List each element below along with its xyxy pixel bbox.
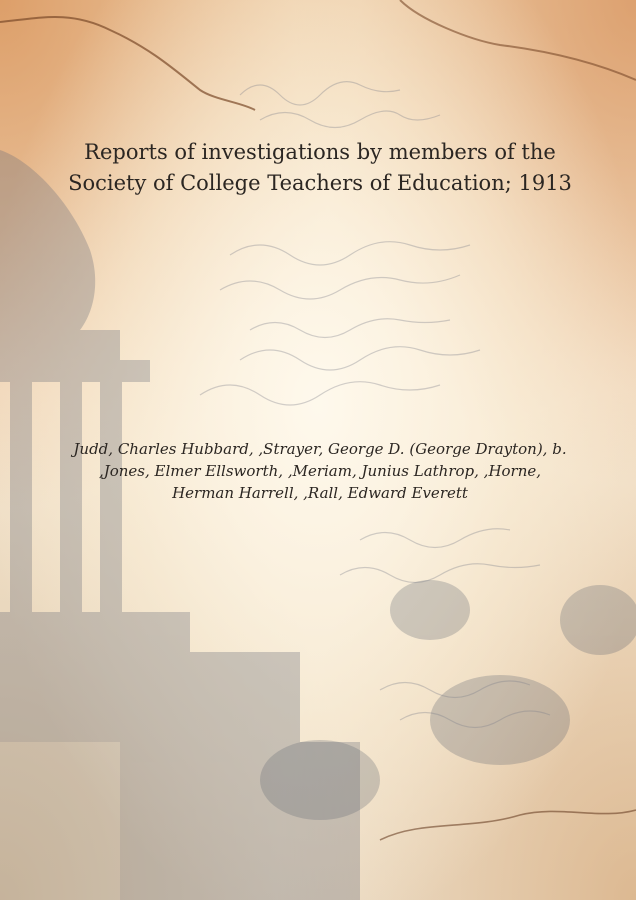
book-authors: Judd, Charles Hubbard, ,Strayer, George D. (George Drayton), b. ,Jones, Elmer Ellsworth, ,Meriam, Junius Lathrop, ,Horne, Herman Harrell, ,Rall, Edward Everett — [73, 440, 567, 502]
crack-line — [400, 0, 636, 80]
book-title: Reports of investigations by members of the Society of College Teachers of Education; 1913 — [68, 140, 572, 195]
crack-line — [380, 810, 636, 840]
trees-illustration — [260, 580, 636, 820]
crack-line — [0, 17, 255, 110]
